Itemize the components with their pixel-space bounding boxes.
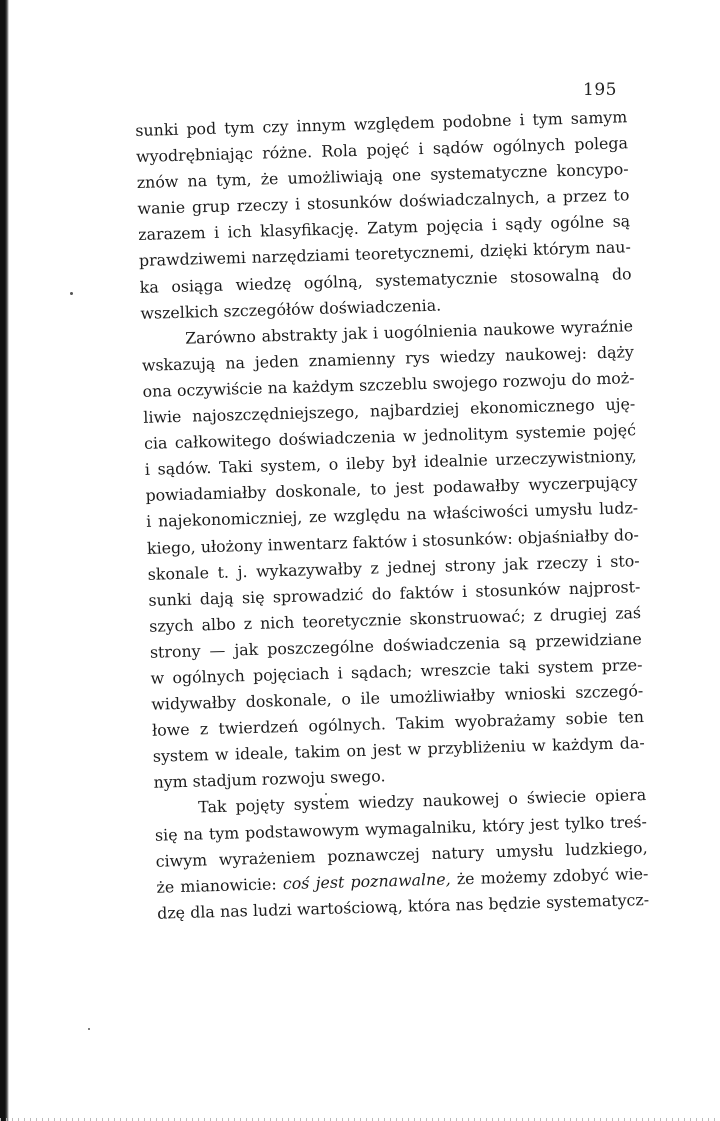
text-line: łowe z twierdzeń ogólnych. Takim wyobrażamy sobie ten xyxy=(151,707,645,740)
text-line: liwie najoszczędniejszego, najbardziej ekonomicznego uję- xyxy=(143,394,636,427)
text-line: wyodrębniając różne. Rola pojęć i sądów ogólnych polega xyxy=(135,133,629,167)
book-spine-shadow xyxy=(0,0,9,1121)
text-line: system w ideale, takim on jest w przybliżeniu w każdym da- xyxy=(152,733,645,766)
text-line: dzę dla nas ludzi wartościową, która nas będzie systematycz- xyxy=(156,889,650,923)
text-segment: że mianowicie: xyxy=(156,873,284,897)
text-line: widywałby doskonale, o ile umożliwiałby wnioski szczegó- xyxy=(151,681,644,714)
text-line: strony — jak poszczególne doświadczenia są przewidziane xyxy=(149,628,642,662)
text-line: ciwym wyrażeniem poznawczej natury umysłu ludzkiego, xyxy=(155,837,648,871)
text-line: zarazem i ich klasyfikację. Zatym pojęcia i sądy ogólne są xyxy=(137,211,631,245)
text-line: sunki dają się sprowadzić do faktów i stosunków najprost- xyxy=(148,576,641,610)
text-line: znów na tym, że umożliwiają one systematyczne koncypo- xyxy=(136,159,629,193)
text-line: wskazują na jeden znamienny rys wiedzy naukowej: dąży xyxy=(141,342,634,375)
text-line: Tak pojęty system wiedzy naukowej o świecie opiera xyxy=(198,785,647,817)
text-line: nym stadjum rozwoju swego. xyxy=(153,766,386,793)
paragraph xyxy=(135,104,633,326)
text-line: ka osiąga wiedzę ogólną, systematycznie stosowalną do xyxy=(139,263,632,297)
paragraph xyxy=(154,782,649,926)
text-line: w ogólnych pojęciach i sądach; wreszcie taki system prze- xyxy=(150,655,643,688)
text-line: ona oczywiście na każdym szczeblu swojego rozwoju do moż- xyxy=(142,368,635,401)
text-line: cia całkowitego doświadczenia w jednolitym systemie pojęć xyxy=(143,420,637,453)
text-line: i sądów. Taki system, o ileby był idealnie urzeczywistniony, xyxy=(144,446,637,480)
text-line: kiego, ułożony inwentarz faktów i stosunków: objaśniałby do- xyxy=(146,524,640,558)
emphasized-phrase: coś jest poznawalne, xyxy=(282,869,451,893)
text-line: się na tym podstawowym wymagalniku, który jest tylko treś- xyxy=(154,811,648,845)
text-line: prawdziwemi narzędziami teoretycznemi, dzięki którym nau- xyxy=(138,237,632,271)
text-line: szych albo z nich teoretycznie skonstruować; z drugiej zaś xyxy=(148,602,642,636)
text-line: Zarówno abstrakty jak i uogólnienia naukowe wyraźnie xyxy=(184,315,634,348)
text-line: wanie grup rzeczy i stosunków doświadczalnych, a przez to xyxy=(137,185,630,219)
scan-speck xyxy=(70,292,73,295)
paragraph xyxy=(141,313,646,796)
text-line: skonale t. j. wykazywałby z jednej strony jak rzeczy i sto- xyxy=(147,550,640,584)
page-number: 195 xyxy=(583,80,617,100)
text-line: i najekonomiczniej, ze względu na właściwości umysłu ludz- xyxy=(146,498,639,532)
text-line: powiadamiałby doskonale, to jest podawałby wyczerpujący xyxy=(145,472,638,506)
text-line: wszelkich szczegółów doświadczenia. xyxy=(140,295,442,323)
text-line: sunki pod tym czy innym względem podobne i tym samym xyxy=(135,107,628,140)
body-text xyxy=(135,104,649,926)
text-segment: że możemy zdobyć wie- xyxy=(450,863,649,889)
scan-speck xyxy=(88,1028,90,1030)
